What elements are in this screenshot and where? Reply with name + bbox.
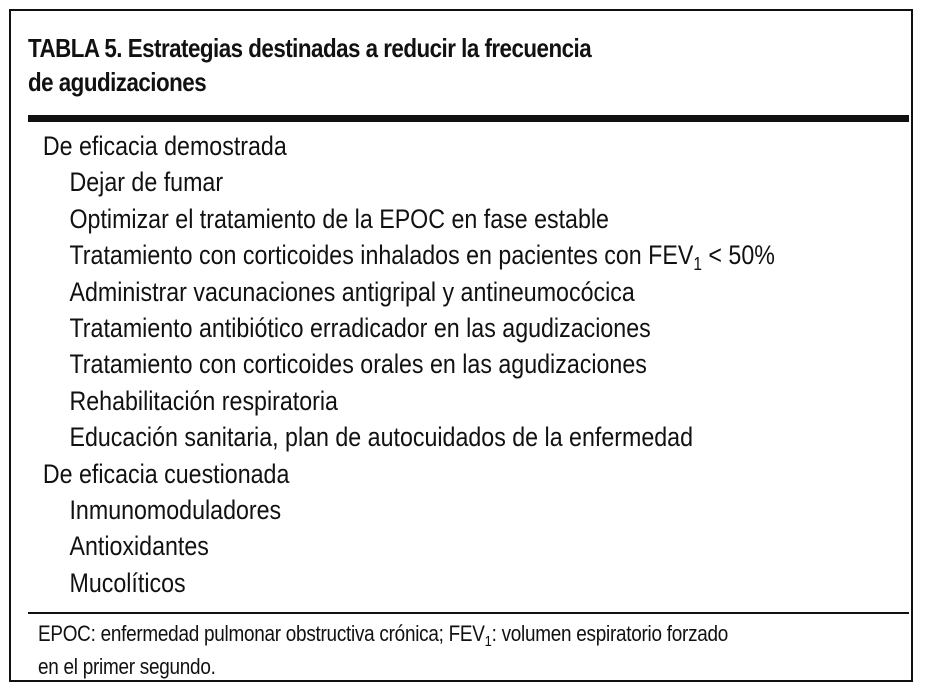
table-title-line-1: TABLA 5. Estrategias destinadas a reducir la frecuencia <box>28 33 592 63</box>
footnote-fev-subscript: 1 <box>484 633 492 650</box>
list-item: Educación sanitaria, plan de autocuidados de la enfermedad <box>69 422 693 453</box>
list-item: Tratamiento con corticoides orales en las agudizaciones <box>69 349 647 380</box>
footnote-text: EPOC: enfermedad pulmonar obstructiva crónica; FEV <box>38 621 485 646</box>
list-item-inhaled-corticoids <box>11 237 788 273</box>
list-item: Dejar de fumar <box>69 167 224 198</box>
table-footnote <box>38 617 898 683</box>
footnote-divider <box>28 612 909 614</box>
footnote-line-2: en el primer segundo. <box>38 654 216 679</box>
list-item-text: Tratamiento con corticoides inhalados en pacientes con FEV <box>69 240 694 271</box>
table-frame <box>9 9 913 682</box>
list-item: Optimizar el tratamiento de la EPOC en fase estable <box>69 203 609 234</box>
fev-threshold: < 50% <box>701 240 775 271</box>
list-item: Tratamiento antibiótico erradicador en las agudizaciones <box>69 312 651 343</box>
table-title-line-2: de agudizaciones <box>28 67 207 97</box>
table-title <box>28 31 768 99</box>
list-item: Administrar vacunaciones antigripal y antineumocócica <box>69 276 635 307</box>
strategy-list <box>11 128 915 601</box>
list-item: Rehabilitación respiratoria <box>69 385 338 416</box>
list-item: Antioxidantes <box>69 531 209 562</box>
fev-subscript: 1 <box>693 254 702 275</box>
footnote-line-1 <box>38 617 898 650</box>
category-proven: De eficacia demostrada <box>42 131 287 161</box>
category-questioned: De eficacia cuestionada <box>42 458 290 489</box>
title-divider <box>28 115 909 122</box>
list-item: Inmunomoduladores <box>69 494 282 525</box>
footnote-text-cont: : volumen espiratorio forzado <box>491 621 729 646</box>
list-item: Mucolíticos <box>69 567 186 598</box>
